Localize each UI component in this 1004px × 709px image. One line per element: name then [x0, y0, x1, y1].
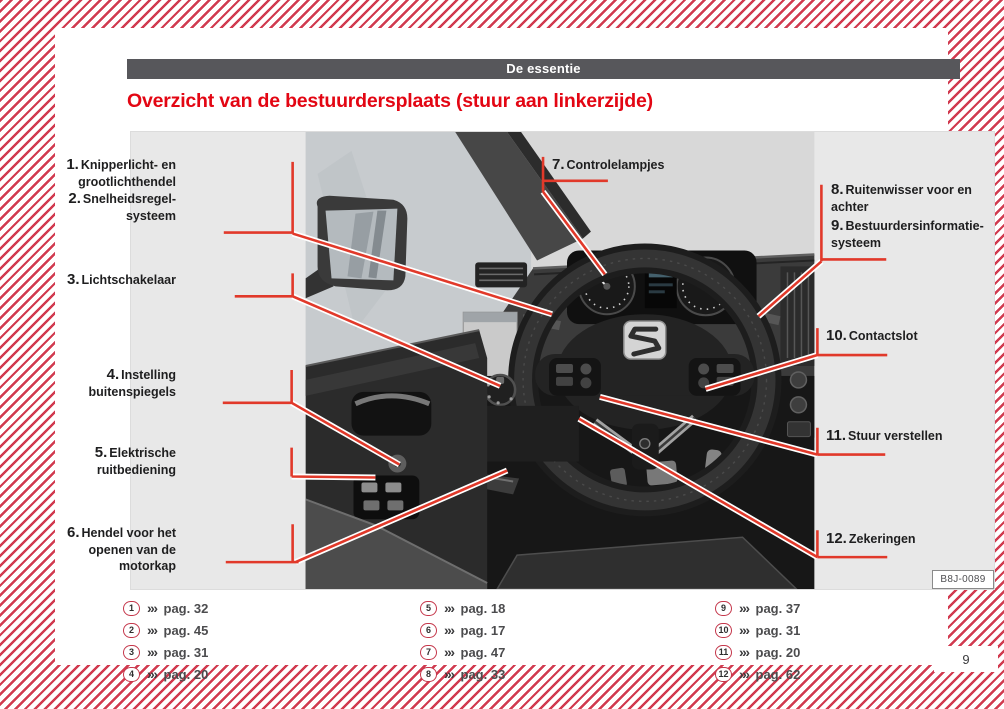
callout-label-8: [831, 182, 981, 215]
ref-page-label: pag. 37: [755, 600, 801, 616]
ref-arrows-icon: ›››: [444, 644, 454, 660]
callout-text: 4. Instelling: [106, 366, 176, 383]
callout-label-9: [831, 218, 991, 251]
ref-number-badge: 4: [123, 667, 140, 682]
callout-text: 10. Contactslot: [826, 327, 918, 344]
interior-photo: [306, 132, 815, 589]
ref-number-badge: 12: [715, 667, 732, 682]
callout-text: ruitbediening: [96, 462, 176, 477]
callout-label-3: [67, 272, 176, 289]
callout-text: 6. Hendel voor het: [67, 524, 176, 541]
callout-label-4: [88, 367, 176, 400]
ref-page-label: pag. 31: [755, 622, 801, 638]
figure-code: B8J-0089: [932, 570, 994, 589]
callout-label-1: [66, 157, 176, 190]
callout-text: systeem: [125, 208, 176, 223]
page-title: Overzicht van de bestuurdersplaats (stuur aan linkerzijde): [127, 90, 653, 112]
page-reference-12[interactable]: [715, 665, 800, 683]
ref-number-badge: 10: [715, 623, 732, 638]
callout-text: 5. Elektrische: [94, 444, 176, 461]
ref-arrows-icon: ›››: [444, 600, 454, 616]
ref-number-badge: 6: [420, 623, 437, 638]
ref-arrows-icon: ›››: [444, 622, 454, 638]
callout-text: 12. Zekeringen: [826, 530, 916, 547]
ref-arrows-icon: ›››: [147, 600, 157, 616]
ref-page-label: pag. 47: [460, 644, 506, 660]
ref-page-label: pag. 17: [460, 622, 506, 638]
callout-text: 9. Bestuurdersinformatie-: [831, 217, 984, 234]
page-reference-8[interactable]: [420, 665, 505, 683]
chapter-header: De essentie: [127, 59, 960, 79]
callout-text: 1. Knipperlicht- en: [66, 156, 176, 173]
ref-arrows-icon: ›››: [147, 644, 157, 660]
ref-number-badge: 5: [420, 601, 437, 616]
ref-arrows-icon: ›››: [739, 666, 749, 682]
page-number: 9: [934, 646, 998, 672]
page-reference-5[interactable]: [420, 599, 505, 617]
page-reference-7[interactable]: [420, 643, 505, 661]
page-reference-9[interactable]: [715, 599, 800, 617]
page-reference-3[interactable]: [123, 643, 208, 661]
ref-page-label: pag. 18: [460, 600, 506, 616]
callout-text: achter: [831, 199, 869, 214]
callout-text: systeem: [831, 235, 882, 250]
page-reference-10[interactable]: [715, 621, 800, 639]
ref-number-badge: 9: [715, 601, 732, 616]
page-reference-1[interactable]: [123, 599, 208, 617]
ref-page-label: pag. 31: [163, 644, 209, 660]
callout-label-10: [826, 328, 918, 345]
callout-label-12: [826, 531, 916, 548]
callout-text: 2. Snelheidsregel-: [68, 190, 176, 207]
ref-number-badge: 8: [420, 667, 437, 682]
ref-number-badge: 1: [123, 601, 140, 616]
ref-page-label: pag. 62: [755, 666, 801, 682]
callout-label-5: [95, 445, 176, 478]
references-column-1: [123, 599, 208, 683]
ref-arrows-icon: ›››: [739, 644, 749, 660]
ref-number-badge: 11: [715, 645, 732, 660]
callout-text: 7. Controlelampjes: [552, 156, 665, 173]
callout-label-6: [55, 525, 176, 575]
ref-arrows-icon: ›››: [147, 622, 157, 638]
callout-label-11: [826, 428, 943, 445]
callout-text: 3. Lichtschakelaar: [66, 271, 176, 288]
page-reference-11[interactable]: [715, 643, 800, 661]
ref-page-label: pag. 45: [163, 622, 209, 638]
ref-arrows-icon: ›››: [444, 666, 454, 682]
ref-number-badge: 7: [420, 645, 437, 660]
page-reference-2[interactable]: [123, 621, 208, 639]
page-reference-6[interactable]: [420, 621, 505, 639]
callout-text: 11. Stuur verstellen: [826, 427, 943, 444]
references-column-2: [420, 599, 505, 683]
ref-arrows-icon: ›››: [739, 622, 749, 638]
callout-text: grootlichthendel: [78, 174, 176, 189]
ref-page-label: pag. 32: [163, 600, 209, 616]
ref-page-label: pag. 33: [460, 666, 506, 682]
callout-text: buitenspiegels: [88, 384, 176, 399]
ref-number-badge: 2: [123, 623, 140, 638]
ref-page-label: pag. 20: [755, 644, 801, 660]
callout-text: 8. Ruitenwisser voor en: [831, 181, 972, 198]
ref-arrows-icon: ›››: [147, 666, 157, 682]
callout-label-7: [552, 157, 664, 174]
page-reference-4[interactable]: [123, 665, 208, 683]
ref-number-badge: 3: [123, 645, 140, 660]
references-column-3: [715, 599, 800, 683]
content-area: [55, 28, 986, 682]
callout-label-2: [68, 191, 176, 224]
ref-page-label: pag. 20: [163, 666, 209, 682]
ref-arrows-icon: ›››: [739, 600, 749, 616]
callout-text: openen van de motorkap: [88, 542, 176, 573]
seat-logo-icon: [624, 321, 666, 359]
